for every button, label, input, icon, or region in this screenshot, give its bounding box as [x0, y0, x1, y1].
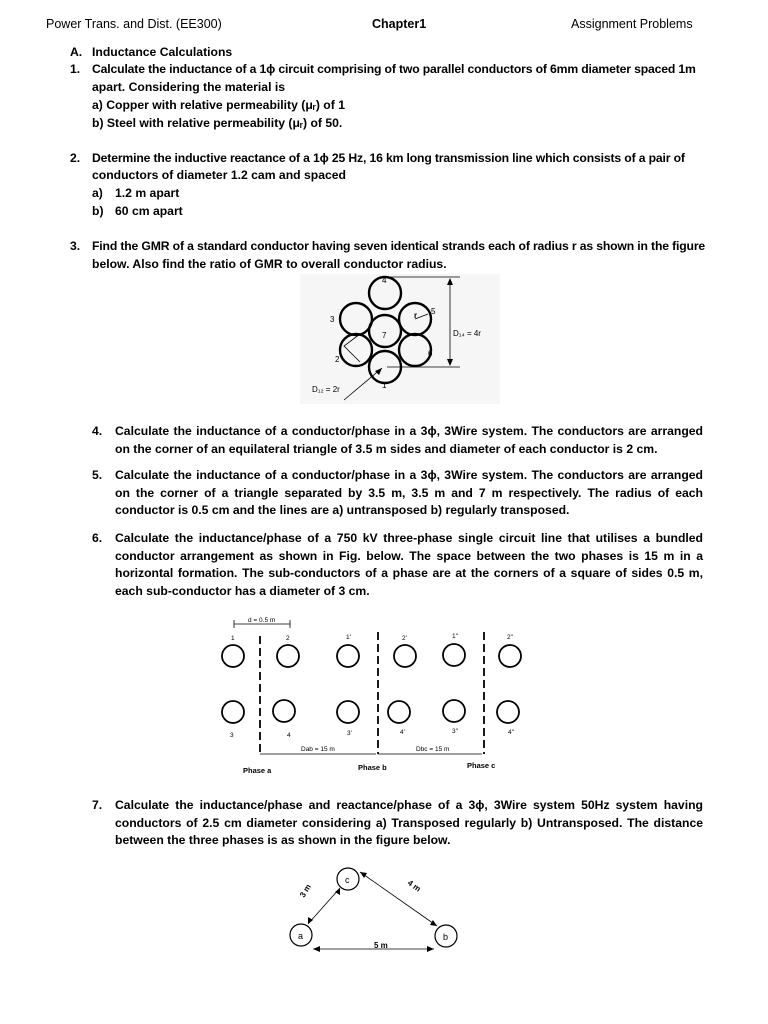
- conductor-4p: [388, 701, 410, 723]
- conductor-4pp: [497, 701, 519, 723]
- label-bottom-4: 4: [287, 732, 291, 739]
- header-title: Assignment Problems: [571, 17, 693, 31]
- label-7: 7: [382, 331, 387, 340]
- q6-text: Calculate the inductance/phase of a 750 kV three-phase single circuit line that utilises a bundled conductor arrangement as shown in Fig. below. The space between the two phases is 15 m in a horizontal formation. The sub-conductors of a phase are at the corners of a square of sides 0.5 m, each sub-conductor has a diameter of 3 cm.: [115, 531, 703, 598]
- label-d14: D₁₄ = 4r: [453, 329, 481, 338]
- arrow-cb-c: [360, 872, 367, 878]
- label-top-1p: 1': [346, 634, 351, 641]
- q3-strand-figure: [300, 274, 500, 404]
- q3-line1: Find the GMR of a standard conductor having seven identical strands each of radius r as shown in the figure: [92, 239, 706, 253]
- label-top-2: 2: [286, 635, 290, 642]
- q2-option-a: 1.2 m apart: [115, 186, 180, 200]
- label-5m: 5 m: [374, 941, 388, 950]
- label-6: 6: [428, 349, 433, 358]
- conductor-3: [222, 701, 244, 723]
- label-top-1: 1: [231, 635, 235, 642]
- label-bottom-3pp: 3'': [452, 728, 459, 735]
- conductor-1p: [337, 645, 359, 667]
- q2-option-b-label: b): [92, 204, 104, 218]
- label-dbc: Dbc = 15 m: [416, 746, 450, 753]
- q6-bundle-figure: [210, 612, 530, 782]
- label-r: r: [414, 311, 418, 320]
- label-phase-b: Phase b: [358, 763, 387, 772]
- conductor-1pp: [443, 644, 465, 666]
- q5-number: 5.: [92, 468, 103, 482]
- conductor-2pp: [499, 645, 521, 667]
- label-top-1pp: 1'': [452, 633, 459, 640]
- q7-triangle-figure: [280, 858, 480, 958]
- q2-line1: Determine the inductive reactance of a 1ϕ 25 Hz, 16 km long transmission line which consists of a pair of: [92, 151, 685, 165]
- label-3: 3: [330, 315, 335, 324]
- label-d: d = 0.5 m: [248, 617, 276, 624]
- label-c: c: [345, 875, 350, 885]
- label-phase-a: Phase a: [243, 766, 272, 775]
- line-c-b: [360, 872, 437, 926]
- label-bottom-3p: 3': [347, 730, 352, 737]
- conductor-4: [273, 700, 295, 722]
- q4-number: 4.: [92, 424, 103, 438]
- label-dab: Dab = 15 m: [301, 746, 335, 753]
- label-4m: 4 m: [405, 878, 423, 894]
- section-label: A.: [70, 45, 83, 59]
- q1-number: 1.: [70, 62, 81, 76]
- q1-line2: apart. Considering the material is: [92, 80, 286, 94]
- q7-text: Calculate the inductance/phase and reactance/phase of a 3ϕ, 3Wire system 50Hz system having conductors of 2.5 cm diameter considering a) Transposed regularly b) Untransposed. The distance between the three phases is as shown in the figure below.: [115, 798, 703, 847]
- label-5: 5: [431, 307, 436, 316]
- arrow-ac-a: [308, 917, 313, 924]
- q3-line2: below. Also find the ratio of GMR to overall conductor radius.: [92, 257, 447, 271]
- label-3m: 3 m: [298, 882, 314, 900]
- conductor-1: [222, 645, 244, 667]
- header-course: Power Trans. and Dist. (EE300): [46, 17, 222, 31]
- header-chapter: Chapter1: [372, 17, 427, 31]
- conductor-3p: [337, 701, 359, 723]
- label-a: a: [298, 931, 304, 941]
- label-4: 4: [382, 276, 387, 285]
- q1-option-b: b) Steel with relative permeability (μᵣ) of 50.: [92, 116, 343, 130]
- q2-option-a-label: a): [92, 186, 103, 200]
- label-top-2p: 2': [402, 635, 407, 642]
- q2-option-b: 60 cm apart: [115, 204, 183, 218]
- q6-number: 6.: [92, 531, 103, 545]
- arrow-ac-c: [335, 888, 340, 895]
- label-d12: D₁₂ = 2r: [312, 385, 340, 394]
- label-2: 2: [335, 355, 340, 364]
- q5-text: Calculate the inductance of a conductor/phase in a 3ϕ, 3Wire system. The conductors are arranged on the corner of a triangle separated by 3.5 m, 3.5 m and 7 m respectively. The radius of each conductor is 0.5 cm and the lines are a) untransposed b) regularly transposed.: [115, 468, 703, 517]
- arrow-ab-b: [427, 946, 434, 952]
- q7-number: 7.: [92, 798, 103, 812]
- label-phase-c: Phase c: [467, 761, 496, 770]
- arrow-cb-b: [430, 920, 437, 926]
- q1-option-a: a) Copper with relative permeability (μᵣ) of 1: [92, 98, 345, 112]
- label-1: 1: [382, 381, 387, 390]
- label-bottom-3: 3: [230, 732, 234, 739]
- q3-number: 3.: [70, 239, 81, 253]
- label-bottom-4pp: 4'': [508, 729, 515, 736]
- q1-line1: Calculate the inductance of a 1ϕ circuit comprising of two parallel conductors of 6mm diameter spaced 1m: [92, 62, 696, 76]
- label-bottom-4p: 4': [400, 729, 405, 736]
- conductor-2: [277, 645, 299, 667]
- arrow-ab-a: [313, 946, 320, 952]
- conductor-3pp: [443, 700, 465, 722]
- conductor-2p: [394, 645, 416, 667]
- line-a-c: [308, 888, 340, 924]
- label-top-2pp: 2'': [507, 634, 514, 641]
- label-b: b: [443, 932, 449, 942]
- q4-text: Calculate the inductance of a conductor/phase in a 3ϕ, 3Wire system. The conductors are arranged on the corner of an equilateral triangle of 3.5 m sides and diameter of each conductor is 2 cm.: [115, 424, 703, 456]
- q2-line2: conductors of diameter 1.2 cam and spaced: [92, 168, 346, 182]
- section-title: Inductance Calculations: [92, 45, 233, 59]
- q2-number: 2.: [70, 151, 81, 165]
